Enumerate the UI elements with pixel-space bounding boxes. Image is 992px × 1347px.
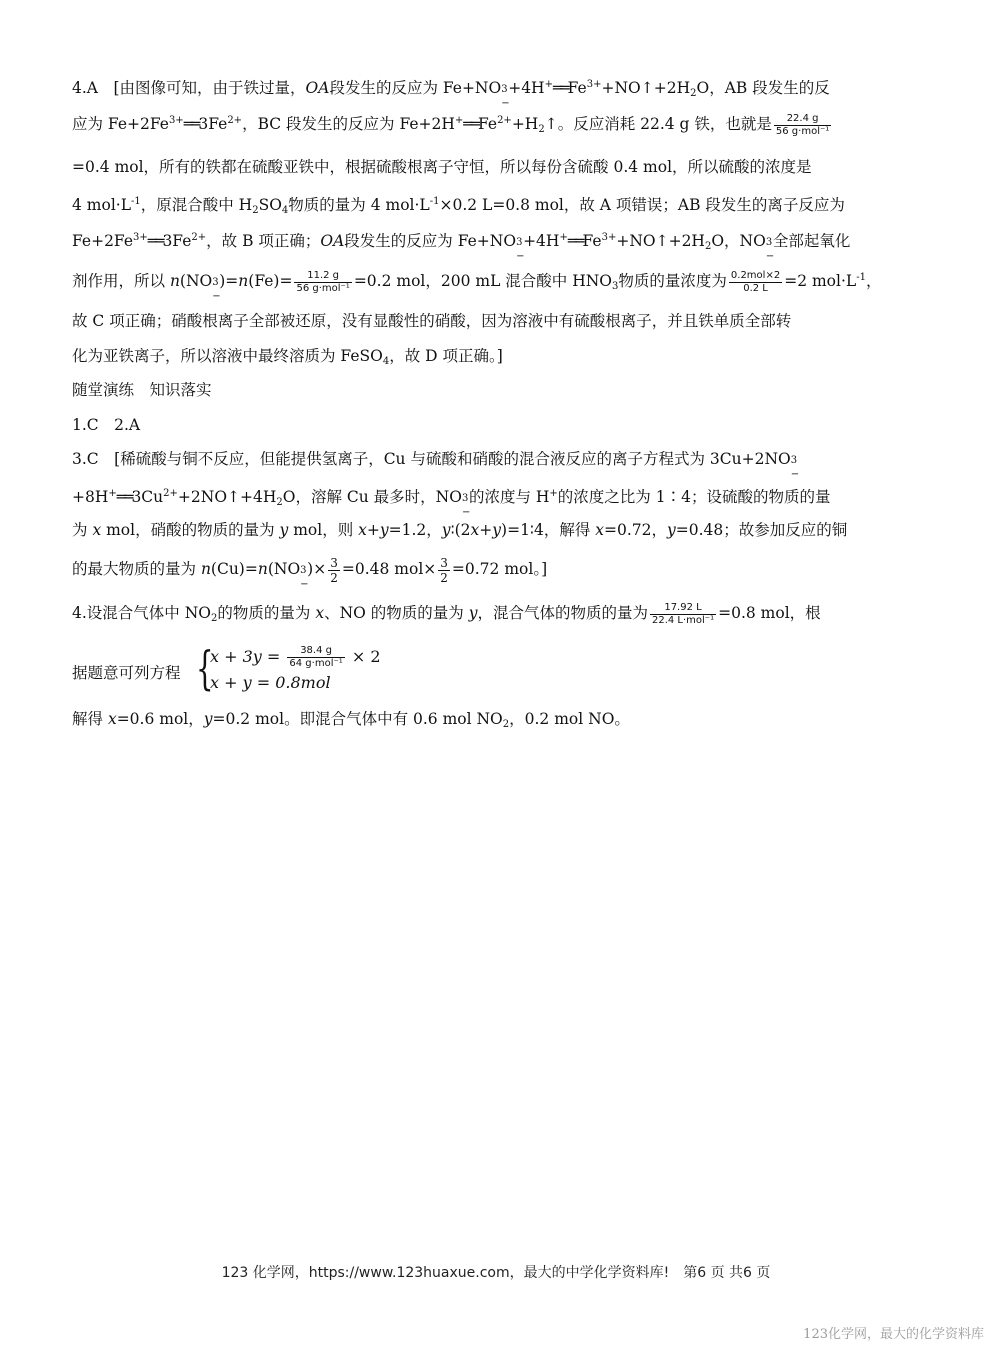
- equation-label: 据题意可列方程: [72, 664, 181, 682]
- answer-4-line-3: =0.4 mol，所有的铁都在硫酸亚铁中，根据硫酸根离子守恒，所以每份含硫酸 0.4 mol，所以硫酸的浓度是: [72, 158, 812, 176]
- fraction-three-halves: $\frac{3}{2}$: [330, 555, 338, 585]
- answer-4-line-2: 应为 $Fe+2Fe^{3+}══3Fe^{2+}$，BC 段发生的反应为 $Fe+2H^+══Fe^{2+}+H_2↑$。反应消耗 22.4 g 铁，也就是 $\frac{22.4 g}{\text{56 g·mol⁻¹}}$: [72, 112, 830, 137]
- fraction-three-halves-2: $\frac{3}{2}$: [440, 555, 448, 585]
- section-heading: 随堂演练 知识落实: [72, 381, 212, 399]
- fraction-gas-volume: $\frac{17.92 L}{\text{22.4 L·mol⁻¹}}$: [651, 601, 715, 626]
- answer-3-line-4: 的最大物质的量为 n(Cu)=n(NO 3 − )× $\frac{3}{2}$ =0.48 mol× $\frac{3}{2}$ =0.72 mol。]: [72, 555, 548, 590]
- answer-3-line-1: 3.C [稀硫酸与铜不反应，但能提供氢离子，Cu 与硫酸和硝酸的混合液反应的离子方程式为 3Cu+2NO 3 −: [72, 450, 800, 480]
- answer-3-line-2: $+8H^+══3Cu^{2+}+2NO↑+4H_2O$，溶解 Cu 最多时，NO 3 − 的浓度与 H+的浓度之比为 1∶4；设硫酸的物质的量: [72, 488, 831, 518]
- page-footer: 123 化学网，https://www.123huaxue.com，最大的中学化学资料库! 第6 页 共6 页: [221, 1265, 771, 1281]
- left-brace: {: [196, 641, 214, 695]
- answer-4b-line-1: 4.设混合气体中 $NO_2$的物质的量为 x、NO 的物质的量为 y，混合气体的物质的量为 $\frac{17.92 L}{\text{22.4 L·mol⁻¹}}$ =0.8 mol，根: [72, 601, 821, 626]
- answer-4-line-8: 化为亚铁离子，所以溶液中最终溶质为 FeSO$_4$，故 D 项正确。]: [72, 347, 503, 367]
- answer-4-line-6: 剂作用，所以 n(NO 3 − )=n(Fe)= $\frac{11.2 g}{\text{56 g·mol⁻¹}}$ =0.2 mol，200 mL 混合酸中 $HNO_3$物质的量浓度为 $\frac{\text{0.2mol×2}}{0.2 L}$ =2 $mol\cdot L^{-1}$，: [72, 269, 882, 302]
- answer-3-line-3: 为 x mol，硝酸的物质的量为 y mol，则 x+y=1.2，y∶(2x+y)=1∶4，解得 x=0.72，y=0.48；故参加反应的铜: [72, 521, 848, 539]
- answer-4-line-5: $Fe+2Fe^{3+}══3Fe^{2+}$，故 B 项正确；OA段发生的反应为 Fe+NO 3 − $+4H^+══Fe^{3+}+NO↑+2H_2O$，NO 3 − 全部起氧化: [72, 232, 851, 262]
- fraction-fe-mass: $\frac{22.4 g}{\text{56 g·mol⁻¹}}$: [775, 112, 830, 137]
- equation-row-1: x + 3y = $\frac{38.4 g}{\text{64 g·mol⁻¹}}$ × 2: [210, 645, 381, 669]
- watermark: 123化学网，最大的化学资料库: [803, 1327, 984, 1342]
- answer-4-line-4: 4 $mol\cdot L^{-1}$，原混合酸中 $H_2SO_4$物质的量为 4 $mol\cdot L^{-1}\times 0.2$ L=0.8 mol，故 A 项错误；AB 段发生的离子反应为: [72, 196, 845, 216]
- fraction-concentration: $\frac{\text{0.2mol×2}}{0.2 L}$: [730, 269, 781, 294]
- answer-4b-solution: 解得 x=0.6 mol，y=0.2 mol。即混合气体中有 0.6 mol $NO_2$，0.2 mol NO。: [72, 710, 630, 730]
- answer-4-line-1: 4.A [由图像可知，由于铁过量，OA段发生的反应为 Fe+NO 3 − $+4H^+══Fe^{3+}+NO↑+2H_2O$，AB 段发生的反: [72, 79, 830, 109]
- fraction-cu-mass: $\frac{38.4 g}{\text{64 g·mol⁻¹}}$: [289, 645, 343, 669]
- answer-4-line-7: 故 C 项正确；硝酸根离子全部被还原，没有显酸性的硝酸，因为溶液中有硫酸根离子，并且铁单质全部转: [72, 312, 792, 330]
- fraction-fe-mass-2: $\frac{11.2 g}{\text{56 g·mol⁻¹}}$: [296, 269, 350, 294]
- equation-row-2: x + y = 0.8mol: [210, 673, 331, 692]
- answers-1-2: 1.C 2.A: [72, 416, 141, 434]
